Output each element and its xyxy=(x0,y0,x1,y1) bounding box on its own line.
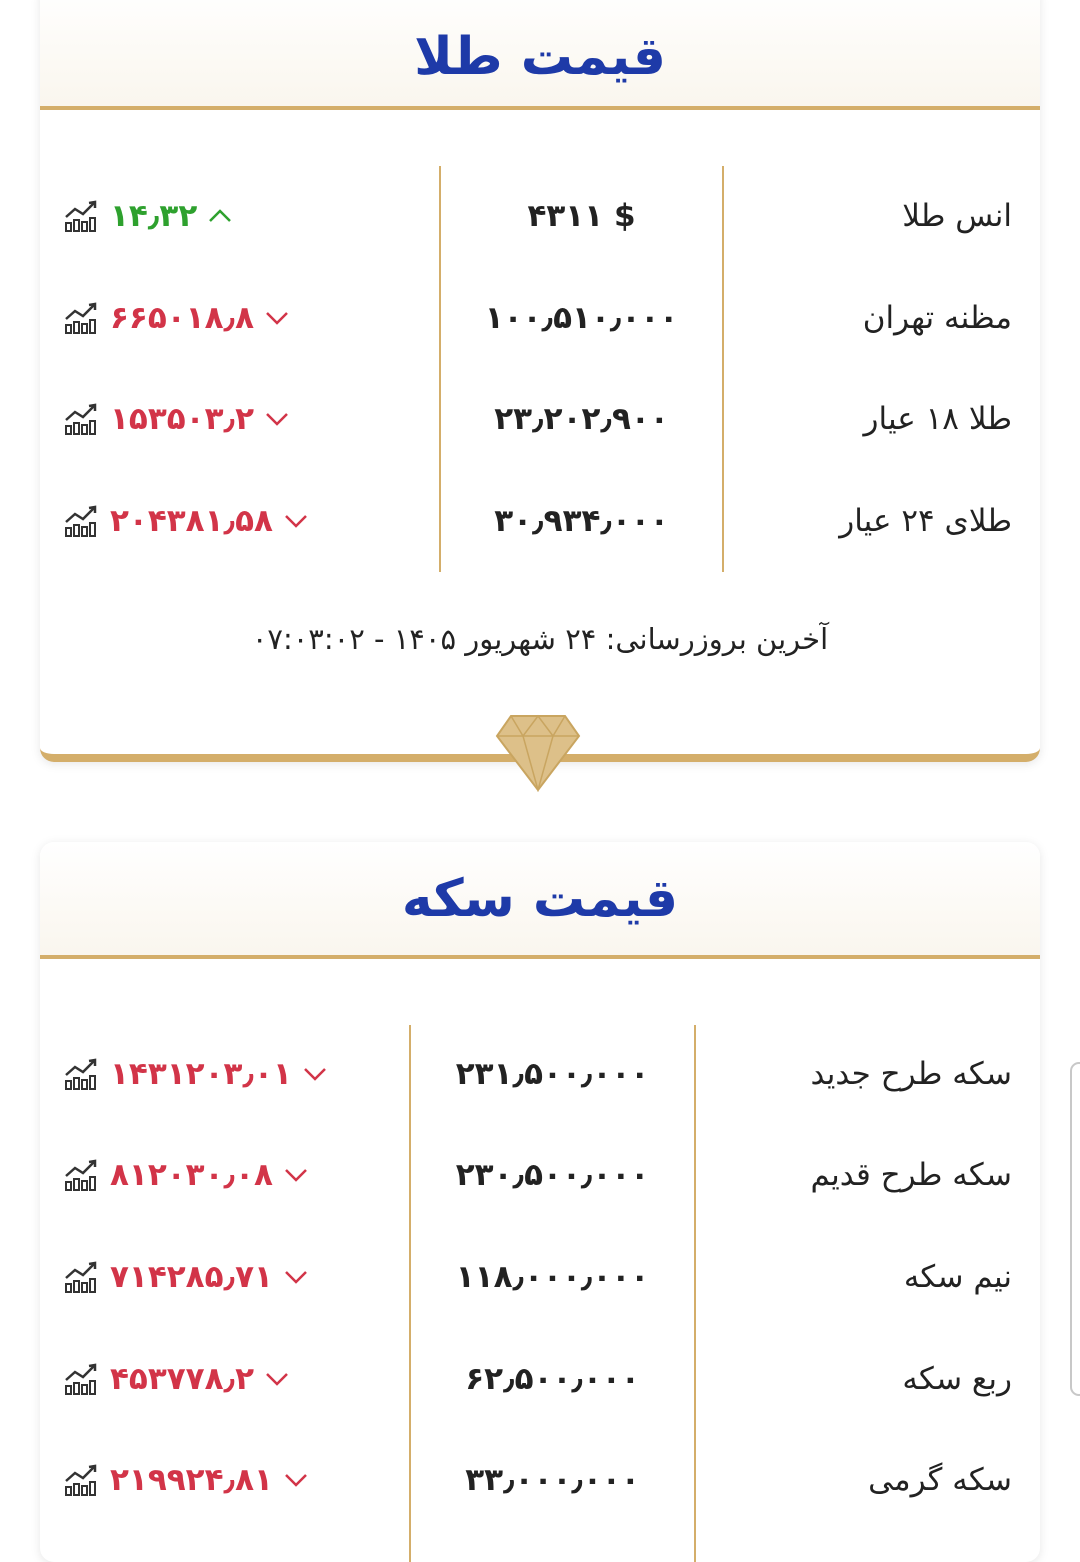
row-change[interactable] xyxy=(64,1145,309,1205)
coin-row-new xyxy=(40,1044,1040,1104)
row-change[interactable] xyxy=(64,1450,309,1510)
last-update-text: آخرین بروزرسانی: ۲۴ شهریور ۱۴۰۵ - ۰۷:۰۳:۰۲ xyxy=(251,622,829,656)
chart-icon[interactable] xyxy=(64,1463,100,1497)
change-value: ۷۱۴۲۸۵٫۷۱ xyxy=(110,1259,273,1295)
change-value: ۸۱۲۰۳۰٫۰۸ xyxy=(110,1157,273,1193)
row-change[interactable] xyxy=(64,491,309,551)
chart-icon[interactable] xyxy=(64,1260,100,1294)
gold-row-mazaneh xyxy=(40,288,1040,348)
gold-price-card xyxy=(40,0,1040,762)
row-price: ۱۰۰٫۵۱۰٫۰۰۰ xyxy=(484,300,679,336)
gold-row-ounce xyxy=(40,186,1040,246)
gold-card-title: قیمت طلا xyxy=(414,27,666,87)
coin-row-half xyxy=(40,1247,1040,1307)
gold-row-18k xyxy=(40,389,1040,449)
row-name: مظنه تهران xyxy=(862,300,1012,336)
change-value: ۶۶۵۰۱۸٫۸ xyxy=(110,300,255,336)
chevron-down-icon xyxy=(264,1369,290,1389)
row-change[interactable] xyxy=(64,1247,309,1307)
chevron-down-icon xyxy=(302,1064,328,1084)
coin-price-card xyxy=(40,842,1040,1562)
row-name: انس طلا xyxy=(902,198,1012,234)
chevron-down-icon xyxy=(283,1165,309,1185)
row-price: ۲۳٫۲۰۲٫۹۰۰ xyxy=(494,401,669,437)
change-value: ۱۵۳۵۰۳٫۲ xyxy=(110,401,255,437)
diamond-icon xyxy=(495,712,581,792)
row-price: ۲۳۱٫۵۰۰٫۰۰۰ xyxy=(455,1056,650,1092)
gold-card-header xyxy=(40,0,1040,110)
change-value: ۴۵۳۷۷۸٫۲ xyxy=(110,1361,255,1397)
row-price: ۳۰٫۹۳۴٫۰۰۰ xyxy=(494,503,669,539)
coin-card-title: قیمت سکه xyxy=(401,868,679,929)
row-change[interactable] xyxy=(64,1044,328,1104)
row-price: ۱۱۸٫۰۰۰٫۰۰۰ xyxy=(455,1259,650,1295)
chevron-down-icon xyxy=(283,1267,309,1287)
row-name: ربع سکه xyxy=(902,1361,1012,1397)
scrollbar[interactable] xyxy=(1070,1062,1080,1396)
row-price: ۶۲٫۵۰۰٫۰۰۰ xyxy=(465,1361,640,1397)
change-value: ۲۰۴۳۸۱٫۵۸ xyxy=(110,503,273,539)
chevron-down-icon xyxy=(264,308,290,328)
change-value: ۲۱۹۹۲۴٫۸۱ xyxy=(110,1462,273,1498)
chevron-up-icon xyxy=(207,206,233,226)
coin-row-gram xyxy=(40,1450,1040,1510)
row-name: سکه طرح قدیم xyxy=(810,1157,1012,1193)
coin-row-quarter xyxy=(40,1349,1040,1409)
chart-icon[interactable] xyxy=(64,402,100,436)
row-name: طلای ۲۴ عیار xyxy=(839,503,1012,539)
row-name: نیم سکه xyxy=(903,1259,1012,1295)
gold-row-24k xyxy=(40,491,1040,551)
change-value: ۱۴۳۱۲۰۳٫۰۱ xyxy=(110,1056,292,1092)
row-change[interactable] xyxy=(64,186,233,246)
row-price: ۳۳٫۰۰۰٫۰۰۰ xyxy=(465,1462,640,1498)
row-name: طلا ۱۸ عیار xyxy=(863,401,1012,437)
chart-icon[interactable] xyxy=(64,1057,100,1091)
chevron-down-icon xyxy=(283,511,309,531)
coin-row-old xyxy=(40,1145,1040,1205)
chart-icon[interactable] xyxy=(64,301,100,335)
row-change[interactable] xyxy=(64,389,290,449)
chart-icon[interactable] xyxy=(64,1362,100,1396)
chart-icon[interactable] xyxy=(64,199,100,233)
row-change[interactable] xyxy=(64,1349,290,1409)
row-name: سکه طرح جدید xyxy=(810,1056,1012,1092)
row-change[interactable] xyxy=(64,288,290,348)
chart-icon[interactable] xyxy=(64,1158,100,1192)
chart-icon[interactable] xyxy=(64,504,100,538)
row-price: ۲۳۰٫۵۰۰٫۰۰۰ xyxy=(455,1157,650,1193)
coin-card-header xyxy=(40,842,1040,959)
change-value: ۱۴٫۳۲ xyxy=(110,198,198,234)
row-price: ۴۳۱۱ $ xyxy=(527,198,636,234)
chevron-down-icon xyxy=(283,1470,309,1490)
chevron-down-icon xyxy=(264,409,290,429)
row-name: سکه گرمی xyxy=(868,1462,1012,1498)
